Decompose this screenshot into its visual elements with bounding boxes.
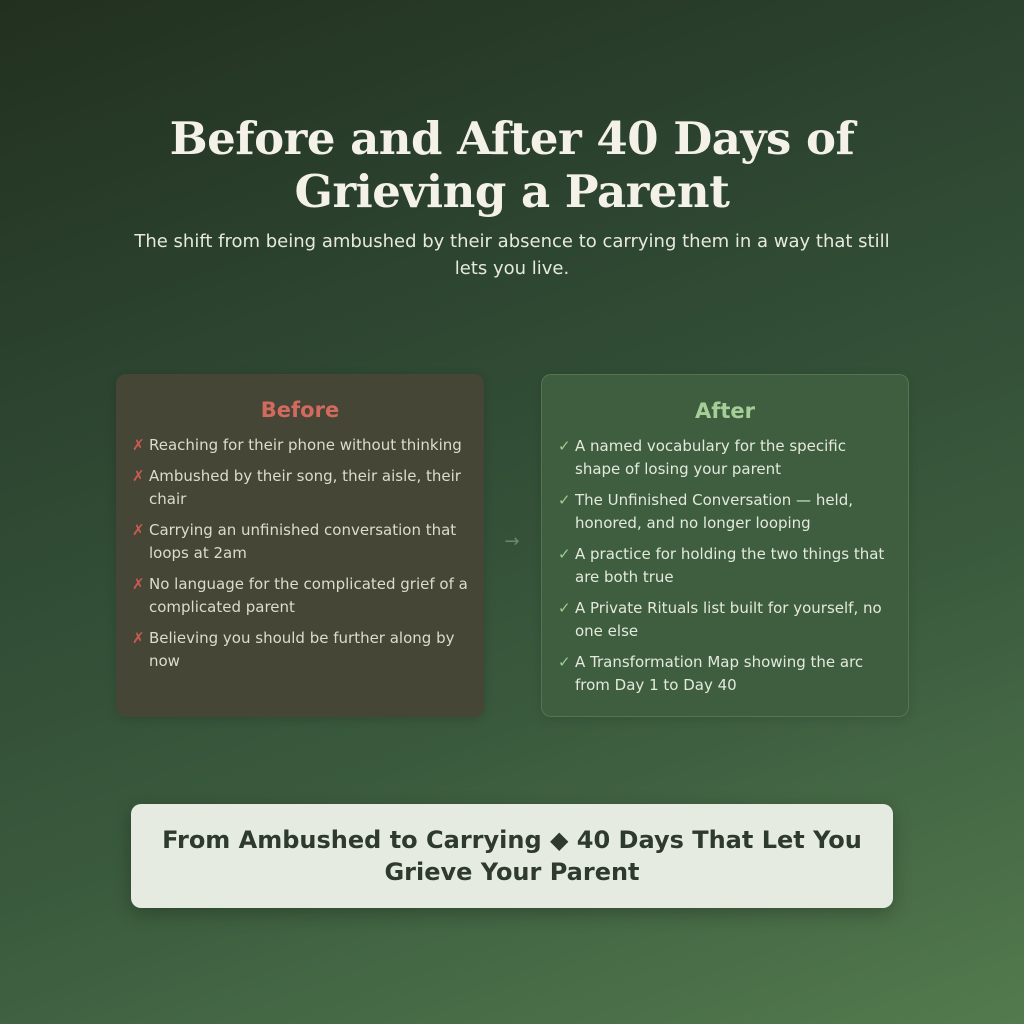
before-card [116,374,484,717]
after-list [558,435,892,697]
after-item-text: A Private Rituals list built for yourself, no one else [575,599,882,640]
arrow-right-icon: → [504,531,520,552]
cross-mark-icon: ✗ [132,575,145,593]
after-item-text: A named vocabulary for the specific shape of losing your parent [575,437,847,478]
before-item [132,465,468,511]
check-mark-icon: ✓ [558,653,571,671]
before-item [132,627,468,673]
cross-mark-icon: ✗ [132,629,145,647]
before-heading: Before [260,398,340,422]
check-mark-icon: ✓ [558,545,571,563]
page-subtitle: The shift from being ambushed by their absence to carrying them in a way that still lets you live. [134,231,890,279]
before-item [132,519,468,565]
cross-mark-icon: ✗ [132,521,145,539]
check-mark-icon: ✓ [558,599,571,617]
before-item [132,573,468,619]
before-item-text: Reaching for their phone without thinking [149,436,462,454]
before-item-text: No language for the complicated grief of a complicated parent [149,575,468,616]
after-heading: After [694,399,756,423]
after-item [558,435,892,481]
before-item-text: Carrying an unfinished conversation that loops at 2am [149,521,457,562]
header [0,112,1024,282]
after-item-text: The Unfinished Conversation — held, honored, and no longer looping [575,491,854,532]
after-item-text: A practice for holding the two things that are both true [575,545,885,586]
after-item [558,543,892,589]
before-item-text: Believing you should be further along by now [149,629,455,670]
after-item [558,597,892,643]
cross-mark-icon: ✗ [132,467,145,485]
after-item [558,489,892,535]
before-item [132,434,468,457]
after-item-text: A Transformation Map showing the arc from Day 1 to Day 40 [575,653,864,694]
before-list [132,434,468,673]
check-mark-icon: ✓ [558,437,571,455]
before-item-text: Ambushed by their song, their aisle, their chair [149,467,461,508]
cross-mark-icon: ✗ [132,436,145,454]
summary-banner [131,804,893,908]
check-mark-icon: ✓ [558,491,571,509]
banner-text: From Ambushed to Carrying ◆ 40 Days That Let You Grieve Your Parent [162,826,862,886]
page-title: Before and After 40 Days of Grieving a Parent [169,112,855,218]
after-item [558,651,892,697]
after-card [541,374,909,717]
